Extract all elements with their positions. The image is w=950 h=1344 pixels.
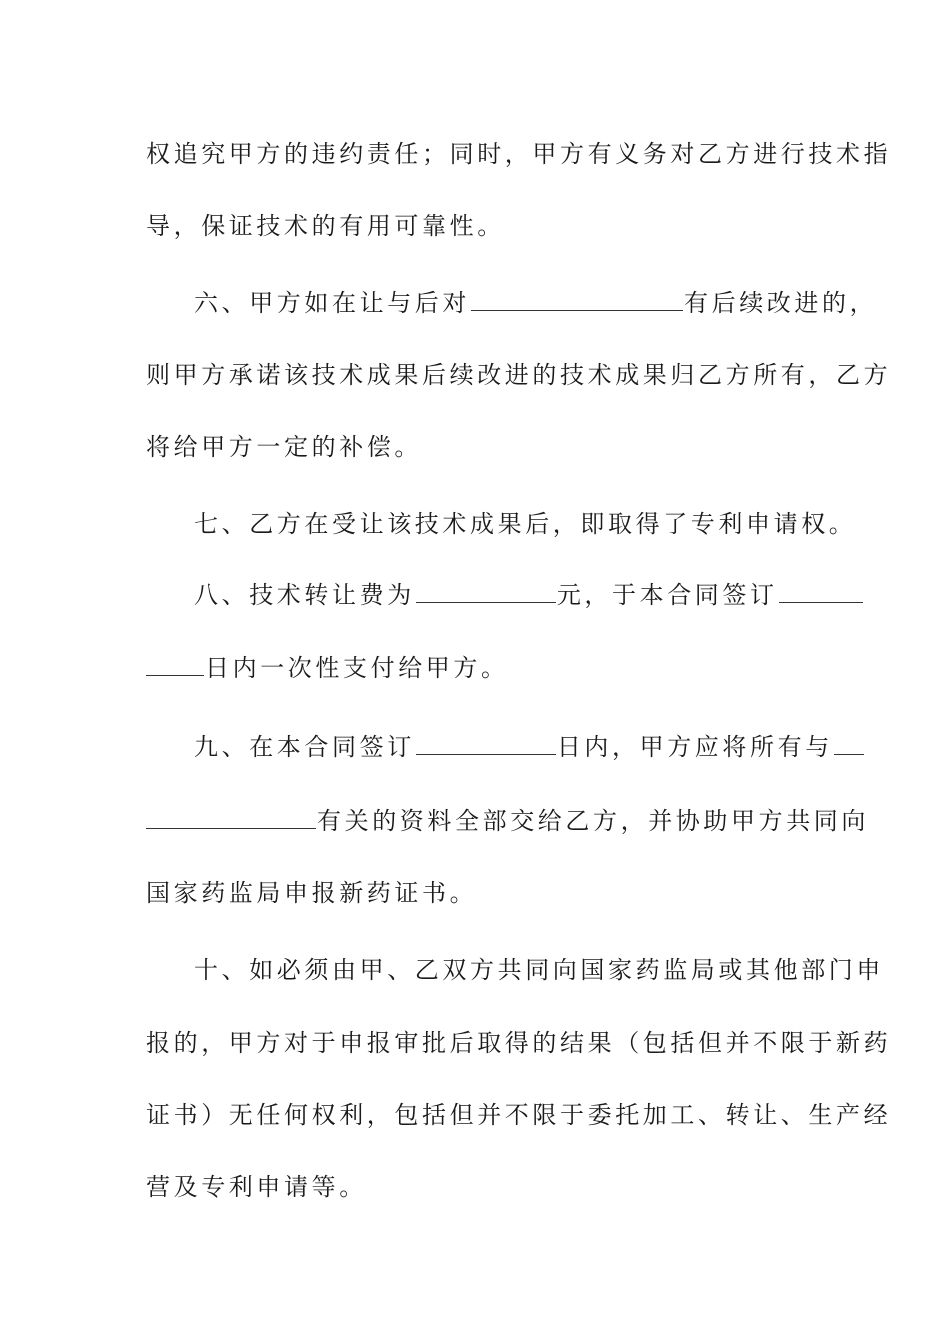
clause-ten-line bbox=[194, 950, 884, 990]
fill-in-blank[interactable] bbox=[779, 580, 863, 603]
fill-in-blank[interactable] bbox=[416, 732, 556, 755]
paragraph-line bbox=[146, 1023, 891, 1063]
text: 九、在本合同签订 bbox=[194, 733, 415, 761]
paragraph-line bbox=[146, 1095, 891, 1135]
text: 七、乙方在受让该技术成果后，即取得了专利申请权。 bbox=[194, 510, 857, 538]
text: 十、如必须由甲、乙双方共同向国家药监局或其他部门申 bbox=[194, 956, 884, 984]
clause-seven-line bbox=[194, 504, 856, 544]
clause-eight-line bbox=[194, 575, 864, 615]
fill-in-blank[interactable] bbox=[471, 288, 683, 311]
text: 日内一次性支付给甲方。 bbox=[205, 654, 509, 682]
text: 将给甲方一定的补偿。 bbox=[146, 433, 422, 461]
fill-in-blank[interactable] bbox=[146, 806, 316, 829]
text: 报的，甲方对于申报审批后取得的结果（包括但并不限于新药 bbox=[146, 1029, 892, 1057]
text: 证书）无任何权利，包括但并不限于委托加工、转让、生产经 bbox=[146, 1101, 892, 1129]
text: 则甲方承诺该技术成果后续改进的技术成果归乙方所有，乙方 bbox=[146, 361, 892, 389]
paragraph-line bbox=[146, 648, 509, 688]
paragraph-line bbox=[146, 355, 891, 395]
paragraph-line bbox=[146, 134, 891, 174]
paragraph-line bbox=[146, 873, 477, 913]
text: 导，保证技术的有用可靠性。 bbox=[146, 212, 505, 240]
text: 有关的资料全部交给乙方，并协助甲方共同向 bbox=[317, 807, 869, 835]
text: 六、甲方如在让与后对 bbox=[194, 289, 470, 317]
text: 权追究甲方的违约责任；同时，甲方有义务对乙方进行技术指 bbox=[146, 140, 892, 168]
fill-in-blank[interactable] bbox=[834, 732, 864, 755]
text: 营及专利申请等。 bbox=[146, 1173, 367, 1201]
paragraph-line bbox=[146, 206, 505, 246]
text: 国家药监局申报新药证书。 bbox=[146, 879, 478, 907]
paragraph-line bbox=[146, 427, 422, 467]
fill-in-blank[interactable] bbox=[416, 580, 556, 603]
clause-nine-line bbox=[194, 727, 865, 767]
clause-six-line bbox=[194, 283, 877, 323]
text: 有后续改进的， bbox=[684, 289, 878, 317]
fill-in-blank[interactable] bbox=[146, 653, 204, 676]
text: 元，于本合同签订 bbox=[556, 581, 778, 609]
paragraph-line bbox=[146, 801, 869, 841]
paragraph-line bbox=[146, 1167, 367, 1207]
text: 八、技术转让费为 bbox=[194, 581, 415, 609]
text: 日内，甲方应将所有与 bbox=[556, 733, 833, 761]
